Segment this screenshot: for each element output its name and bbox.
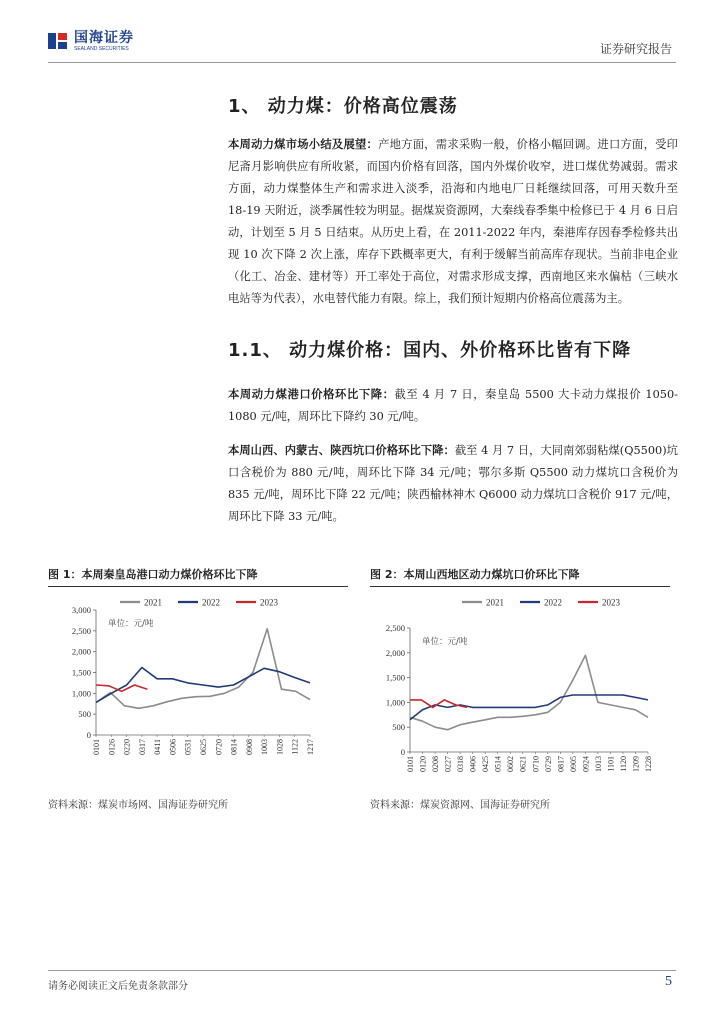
brand-name-en: SEALAND SECURITIES <box>74 46 129 52</box>
y-tick-label: 1,000 <box>385 697 405 708</box>
y-tick-label: 500 <box>78 709 91 720</box>
logo-mark-icon <box>48 31 68 51</box>
legend-label-2022: 2022 <box>544 597 562 608</box>
figure-1-chart <box>48 590 348 790</box>
y-tick-label: 1,500 <box>385 672 405 683</box>
x-tick-label: 0814 <box>229 739 239 755</box>
x-tick-label: 0120 <box>418 756 428 772</box>
x-tick-label: 0227 <box>443 756 453 772</box>
x-tick-label: 0208 <box>431 756 441 772</box>
x-tick-label: 0710 <box>531 756 541 772</box>
y-tick-label: 500 <box>392 722 405 733</box>
y-tick-label: 0 <box>86 730 91 740</box>
x-tick-label: 0817 <box>556 756 566 772</box>
x-tick-label: 1120 <box>618 756 628 772</box>
footer-divider <box>48 970 676 971</box>
port-price-paragraph <box>228 384 678 428</box>
x-tick-label: 0506 <box>168 739 178 755</box>
paragraph-lead: 本周动力煤港口价格环比下降： <box>228 388 395 401</box>
legend-label-2023: 2023 <box>260 597 278 608</box>
x-tick-label: 0220 <box>122 739 132 755</box>
page-number: 5 <box>665 974 672 989</box>
x-tick-label: 0318 <box>456 756 466 772</box>
x-tick-label: 1101 <box>606 756 616 772</box>
x-tick-label: 0621 <box>518 756 528 772</box>
unit-label: 单位：元/吨 <box>422 637 468 647</box>
y-tick-label: 2,000 <box>385 647 405 658</box>
disclaimer-note: 请务必阅读正文后免责条款部分 <box>48 981 188 992</box>
x-tick-label: 0126 <box>107 739 117 755</box>
y-tick-label: 1,500 <box>71 667 91 678</box>
section-1-1-title: 1.1、 动力煤价格：国内、外价格环比皆有下降 <box>228 340 632 361</box>
legend-label-2021: 2021 <box>486 597 504 608</box>
figure-1-source: 资料来源：煤炭市场网、国海证券研究所 <box>48 800 228 811</box>
x-tick-label: 1228 <box>644 756 653 772</box>
series-line-2021 <box>410 655 648 729</box>
paragraph-body: 截至 4 月 7 日，秦皇岛 5500 大卡动力煤报价 1050-1080 元/吨，周环比下降约 30 元/吨。 <box>228 388 678 423</box>
paragraph-lead: 本周山西、内蒙古、陕西坑口价格环比下降： <box>228 444 455 457</box>
x-tick-label: 0425 <box>481 756 491 772</box>
legend-label-2021: 2021 <box>144 597 162 608</box>
section-1-paragraph <box>228 134 678 310</box>
x-tick-label: 0101 <box>406 756 415 772</box>
y-tick-label: 0 <box>400 747 405 757</box>
y-tick-label: 2,500 <box>385 623 405 633</box>
y-tick-label: 3,000 <box>71 605 91 615</box>
x-tick-label: 0908 <box>244 739 254 755</box>
x-tick-label: 0905 <box>568 756 578 772</box>
x-tick-label: 1003 <box>260 739 270 755</box>
header-divider <box>48 62 676 63</box>
x-tick-label: 0514 <box>493 756 503 772</box>
figure-2-source: 资料来源：煤炭资源网、国海证券研究所 <box>370 800 550 811</box>
y-tick-label: 1,000 <box>71 688 91 699</box>
legend-label-2022: 2022 <box>202 597 220 608</box>
x-tick-label: 1217 <box>306 739 315 755</box>
figure-1-title: 图 1：本周秦皇岛港口动力煤价格环比下降 <box>48 566 348 587</box>
figure-2 <box>370 566 670 811</box>
series-line-2021 <box>96 629 310 709</box>
x-tick-label: 1209 <box>631 756 641 772</box>
report-type: 证券研究报告 <box>599 42 672 56</box>
x-tick-label: 0411 <box>153 739 163 755</box>
x-tick-label: 1013 <box>593 756 603 772</box>
x-tick-label: 1122 <box>290 739 300 755</box>
y-tick-label: 2,000 <box>71 646 91 657</box>
paragraph-body: 截至 4 月 7 日，大同南郊弱粘煤(Q5500)坑口含税价为 880 元/吨，周环比下降 34 元/吨；鄂尔多斯 Q5500 动力煤坑口含税价为 835 元/吨，周环比下降 22 元/吨；陕西榆林神木 Q6000 动力煤坑口含税价 917 元/吨，周环比下降 33 元/吨。 <box>228 444 678 523</box>
y-tick-label: 2,500 <box>71 625 91 636</box>
figure-1 <box>48 566 348 811</box>
x-tick-label: 0729 <box>543 756 553 772</box>
x-tick-label: 0101 <box>92 739 101 755</box>
x-tick-label: 1028 <box>275 739 285 755</box>
paragraph-body: 产地方面，需求采购一般，价格小幅回调。进口方面，受印尼斋月影响供应有所收紧，而国内价格有回落，国内外煤价收窄，进口煤优势减弱。需求方面，动力煤整体生产和需求进入淡季，沿海和内地电厂日耗继续回落，可用天数升至 18-19 天附近，淡季属性较为明显。据煤炭资源网，大秦线春季集中检修已于 4 月 6 日启动，计划至 5 月 5 日结束。从历史上看，在 2011-2022 年内，秦港库存因春季检修共出现 10 次下降 2 次上涨，库存下跌概率更大，有利于缓解当前高库存现状。当前非电企业（化工、冶金、建材等）开工率处于高位，对需求形成支撑，西南地区来水偏枯（三峡水电站等为代表），水电替代能力有限。综上，我们预计短期内价格高位震荡为主。 <box>228 138 678 305</box>
pithead-price-paragraph <box>228 440 678 528</box>
section-1-title: 1、 动力煤：价格高位震荡 <box>228 96 458 117</box>
x-tick-label: 0625 <box>199 739 208 755</box>
x-tick-label: 0602 <box>506 756 516 772</box>
figure-2-chart <box>370 590 670 790</box>
x-tick-label: 0720 <box>214 739 224 755</box>
unit-label: 单位：元/吨 <box>108 619 154 629</box>
figure-2-title: 图 2：本周山西地区动力煤坑口价环比下降 <box>370 566 670 587</box>
x-tick-label: 0531 <box>183 739 193 755</box>
paragraph-lead: 本周动力煤市场小结及展望： <box>228 138 379 151</box>
x-tick-label: 0317 <box>137 739 147 755</box>
brand-name-cn: 国海证券 <box>74 30 134 46</box>
x-tick-label: 0406 <box>468 756 478 772</box>
legend-label-2023: 2023 <box>602 597 620 608</box>
x-tick-label: 0924 <box>581 756 591 772</box>
brand-logo <box>48 30 134 52</box>
